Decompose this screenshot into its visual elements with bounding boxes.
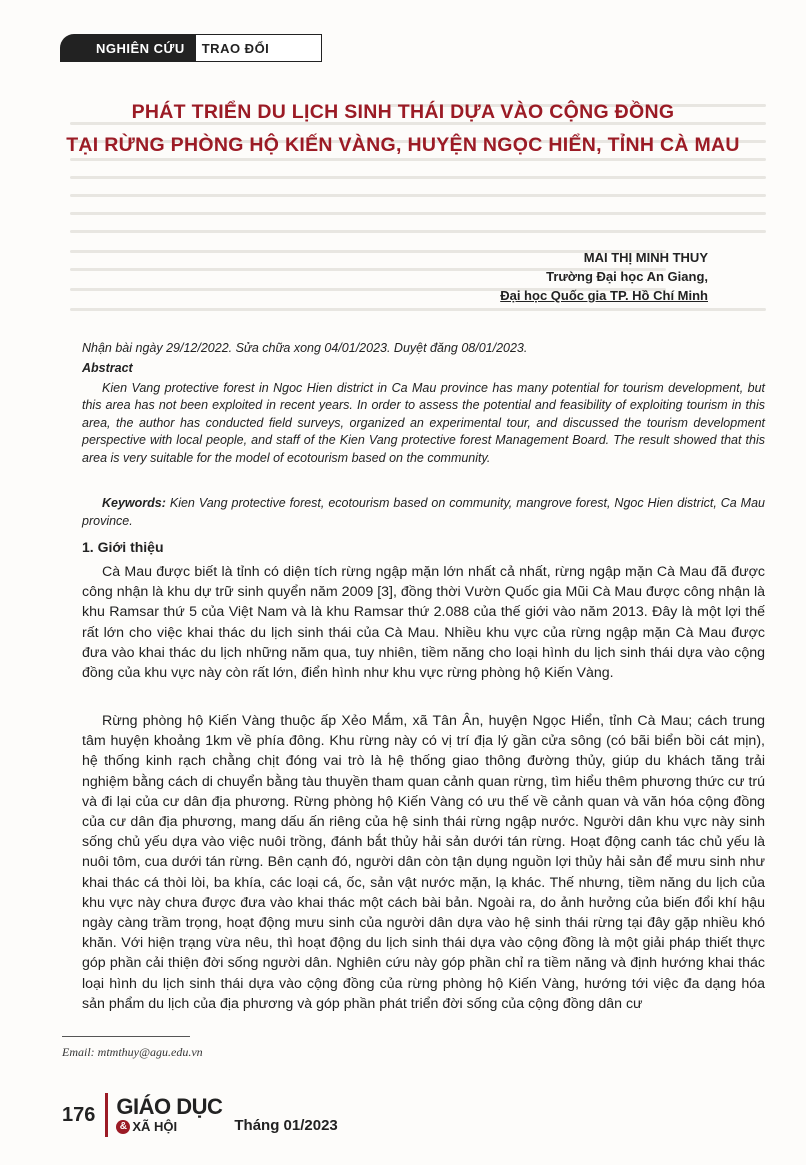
logo-subtitle-text: XÃ HỘI (132, 1118, 178, 1134)
author-name: MAI THỊ MINH THUY (583, 250, 708, 265)
keywords (82, 494, 765, 530)
author-affiliation-2: Đại học Quốc gia TP. Hồ Chí Minh (500, 288, 708, 303)
abstract-text: Kien Vang protective forest in Ngoc Hien district in Ca Mau province has many potential for tourism development, but this area has not been exploited in recent years. In order to assess the potential and feasibility of exploiting tourism in this area, the author has conducted field surveys, organized an experimental tour, and discussed the tourism development perspective with local people, and staff of the Kien Vang protective forest Management Board. The result showed that this area is very suitable for the model of ecotourism based on the community. (82, 381, 765, 465)
submission-dates: Nhận bài ngày 29/12/2022. Sửa chữa xong 04/01/2023. Duyệt đăng 08/01/2023. (82, 341, 528, 355)
author-affiliation-1: Trường Đại học An Giang, (546, 269, 708, 284)
abstract-heading: Abstract (82, 361, 133, 375)
page-number: 176 (62, 1103, 96, 1126)
footer-divider (105, 1093, 108, 1137)
logo-subtitle (116, 1120, 222, 1135)
article-title-line1: PHÁT TRIỂN DU LỊCH SINH THÁI DỰA VÀO CỘNG ĐỒNG (131, 101, 675, 123)
logo-ampersand: & (116, 1120, 130, 1134)
logo-title: GIÁO DỤC (116, 1093, 223, 1119)
author-email: Email: mtmthuy@agu.edu.vn (62, 1045, 203, 1059)
body-paragraph-2: Rừng phòng hộ Kiến Vàng thuộc ấp Xẻo Mắm, xã Tân Ân, huyện Ngọc Hiển, tỉnh Cà Mau; cách trung tâm huyện khoảng 1km về phía đông. Khu rừng này có vị trí địa lý gần cửa sông (có bãi biển bồi cát mịn), hệ thống kinh rạch chằng chịt đóng vai trò là hệ thống giao thông đường thủy, giúp du khách tăng trải nghiệm bằng cách di chuyển bằng tàu thuyền tham quan cảnh quan rừng, tìm hiểu thêm phương thức cư trú và đi lại của cư dân địa phương. Rừng phòng hộ Kiến Vàng có ưu thế về cảnh quan và văn hóa cộng đồng của cư dân địa phương, mang dấu ấn riêng của hệ sinh thái rừng ngập nước. Người dân khu vực này sinh sống chủ yếu dựa vào việc nuôi trồng, đánh bắt thủy hải sản dưới tán rừng. Hoạt động canh tác chủ yếu là nuôi tôm, cua dưới tán rừng. Bên cạnh đó, người dân còn tận dụng nguồn lợi thủy hải sản để mưu sinh như khai thác cá thòi lòi, ba khía, các loại cá, ốc, sản vật nước mặn, lạ khác. Thế nhưng, tiềm năng du lịch của khu vực này chưa được đưa vào khai thác một cách bài bản. Ngoài ra, do ảnh hưởng của biến đổi khí hậu ngày càng trầm trọng, hoạt động mưu sinh của người dân dựa vào hệ sinh thái rừng tại đây gặp nhiều khó khăn. Với hiện trạng vừa nêu, thì hoạt động du lịch sinh thái dựa vào cộng đồng là một giải pháp thiết thực góp phần cải thiện đời sống người dân. Nghiên cứu này góp phần chỉ ra tiềm năng và định hướng khai thác loại hình du lịch sinh thái dựa vào cộng đồng của rừng phòng hộ Kiến Vàng, hướng tới việc đa dạng hóa sản phẩm du lịch của địa phương và góp phần phát triển đời sống của cộng đồng dân cư (82, 713, 766, 1012)
section-tag-primary: NGHIÊN CỨU (60, 34, 195, 62)
footnote-divider (62, 1036, 190, 1037)
section-tag (60, 34, 322, 62)
author-block (500, 248, 708, 305)
keywords-text: Kien Vang protective forest, ecotourism based on community, mangrove forest, Ngoc Hien district, Ca Mau province. (82, 496, 765, 528)
article-title-line2: TẠI RỪNG PHÒNG HỘ KIẾN VÀNG, HUYỆN NGỌC HIỂN, TỈNH CÀ MAU (66, 134, 740, 156)
keywords-label: Keywords: (102, 496, 166, 510)
journal-logo (116, 1093, 223, 1135)
page-footer (62, 1090, 338, 1140)
body-paragraph-1: Cà Mau được biết là tỉnh có diện tích rừng ngập mặn lớn nhất cả nhất, rừng ngập mặn Cà Mau đã được công nhận là khu dự trữ sinh quyển năm 2009 [3], đồng thời Vườn Quốc gia Mũi Cà Mau được công nhận là khu Ramsar thứ 5 của Việt Nam và là khu Ramsar thứ 2.088 của thế giới vào năm 2013. Đây là một lợi thế rất lớn cho việc khai thác du lịch sinh thái của Cà Mau. Nhiều khu vực của rừng ngập mặn Cà Mau được đưa vào khai thác du lịch những năm qua, tuy nhiên, tiềm năng cho loại hình du lịch sinh thái dựa vào cộng đồng của khu vực này còn rất lớn, điển hình như khu vực rừng phòng hộ Kiến Vàng. (82, 564, 765, 682)
issue-date: Tháng 01/2023 (234, 1117, 338, 1134)
section-heading: 1. Giới thiệu (82, 539, 164, 555)
section-tag-secondary: TRAO ĐỔI (195, 34, 322, 62)
